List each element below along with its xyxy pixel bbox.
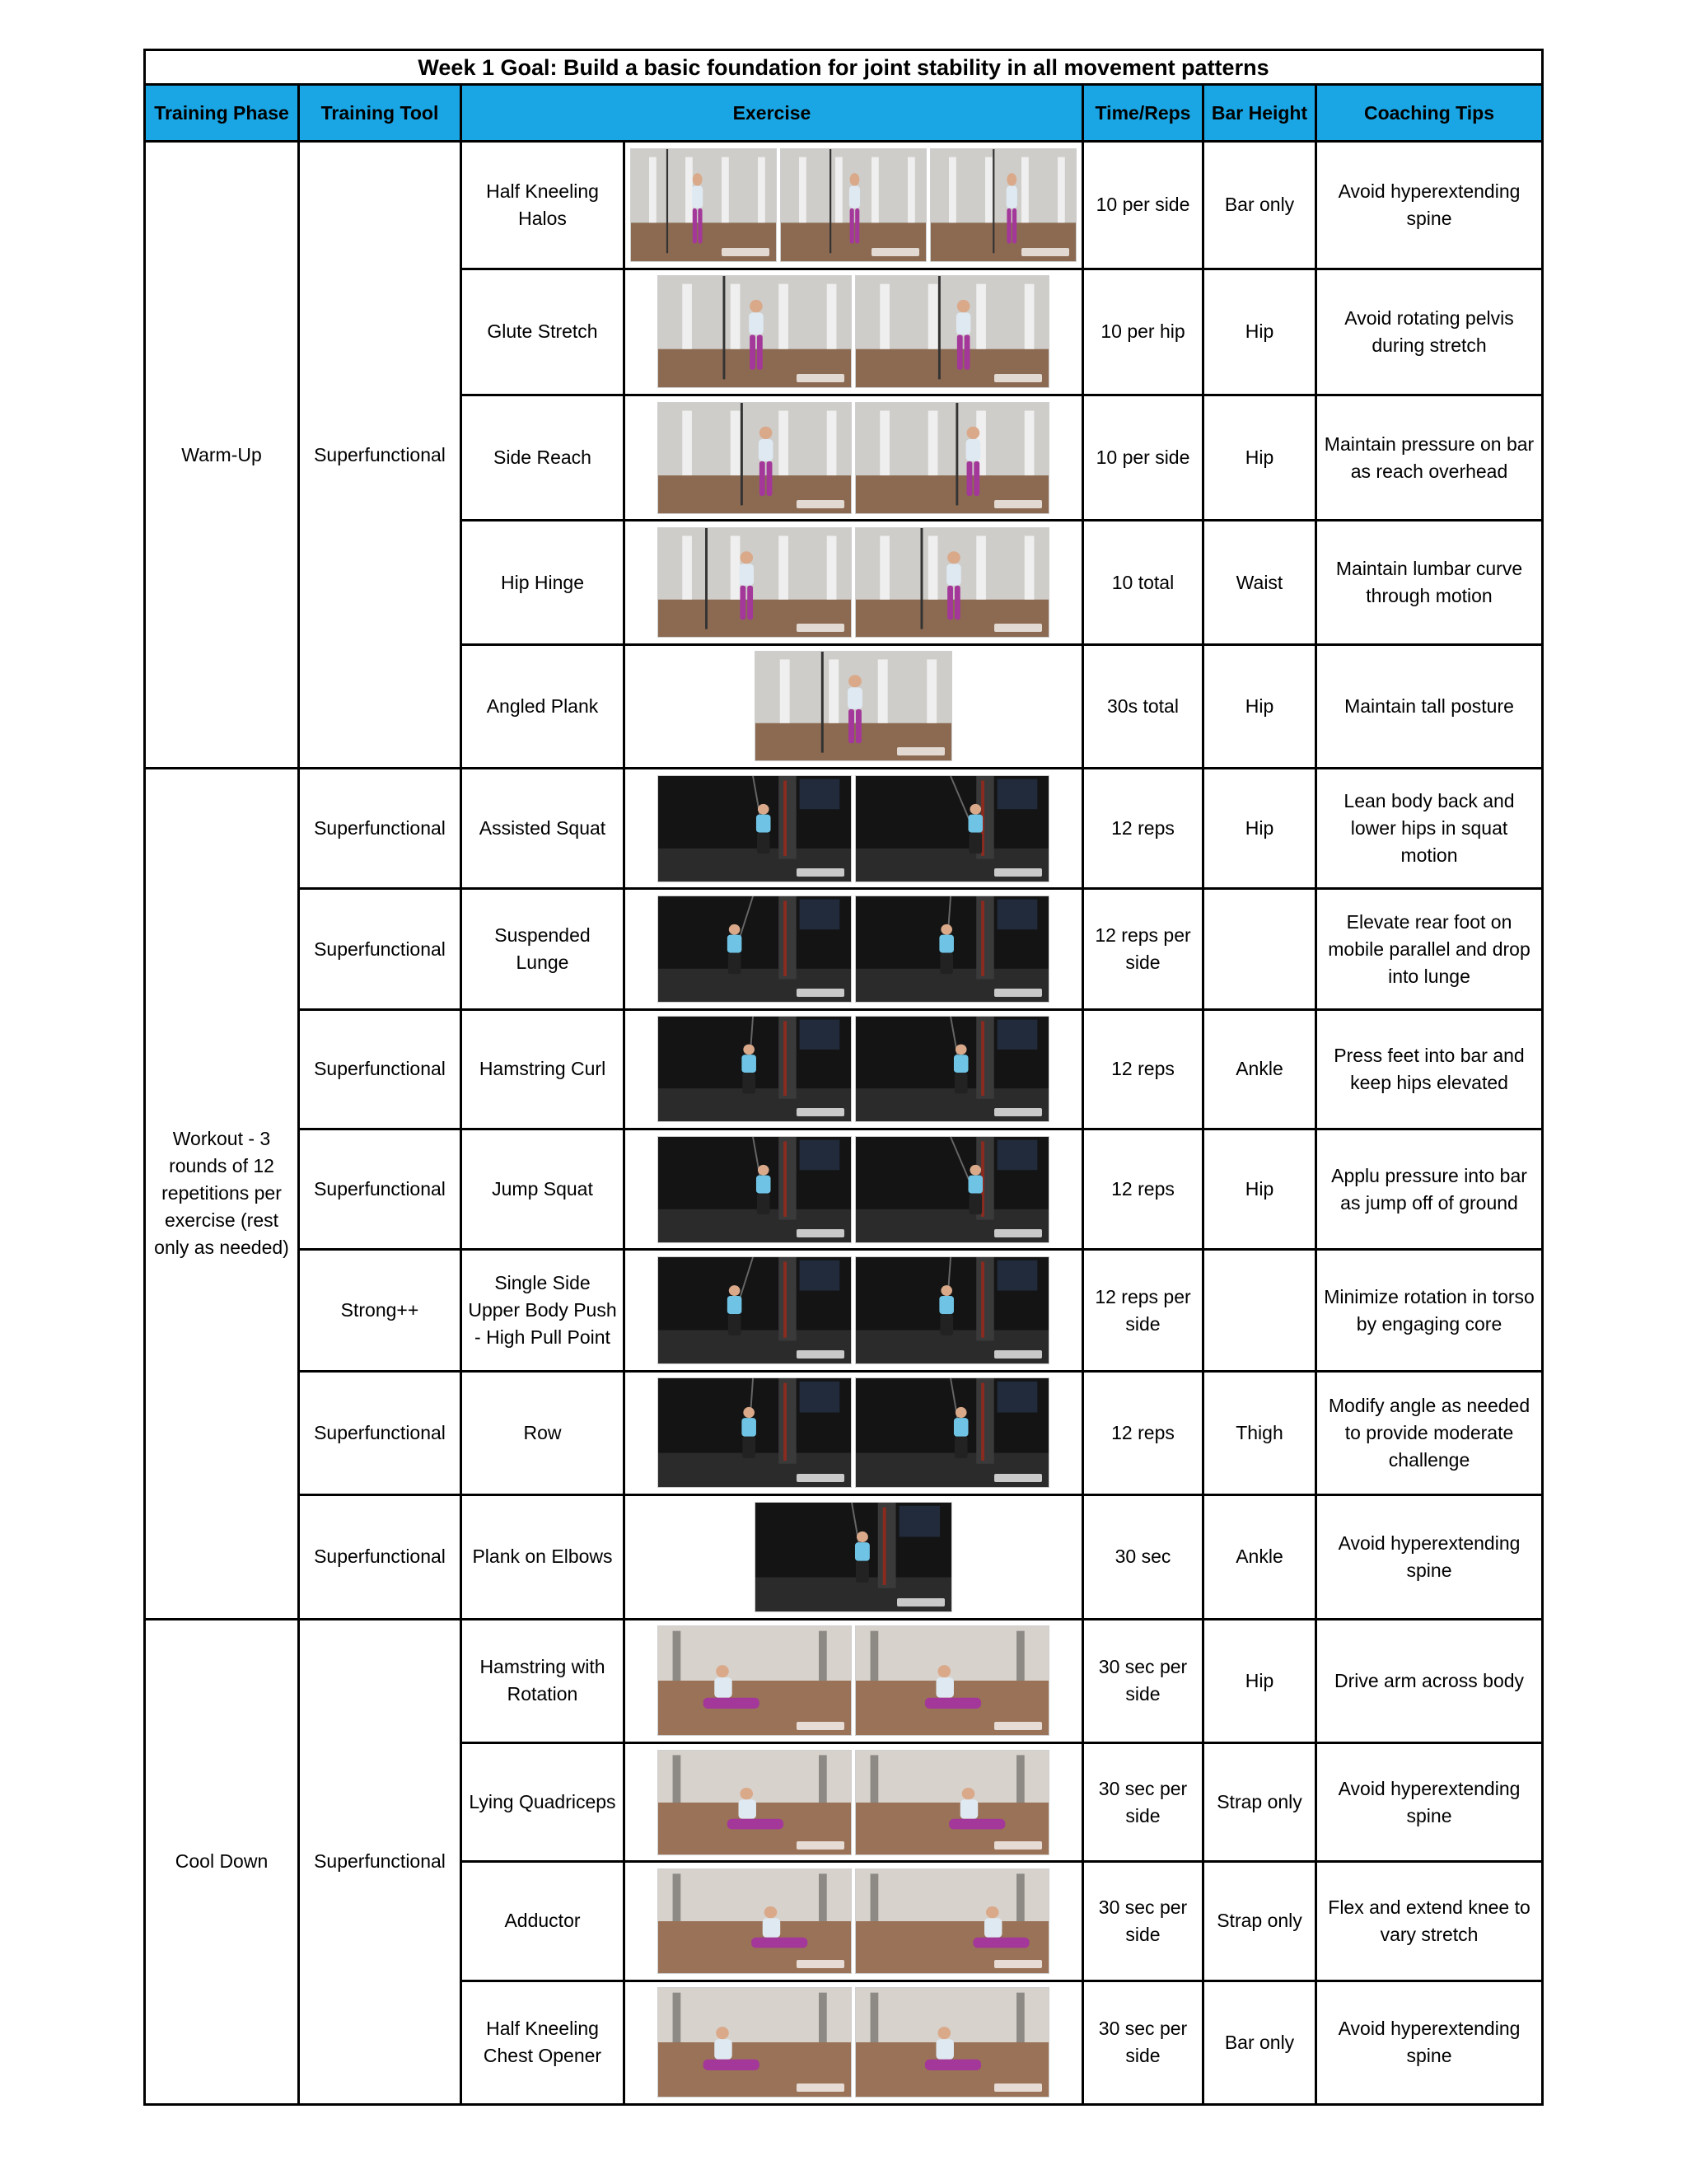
coaching-tip: Flex and extend knee to vary stretch	[1316, 1862, 1543, 1981]
table-row	[145, 1009, 1543, 1129]
exercise-photo	[657, 1256, 852, 1364]
exercise-photo	[657, 275, 852, 388]
watermark-logo	[722, 248, 769, 256]
exercise-photos	[624, 1129, 1083, 1250]
header-training-phase: Training Phase	[145, 85, 299, 142]
exercise-name: Row	[461, 1371, 624, 1494]
watermark-logo	[994, 1350, 1042, 1359]
photo-strip	[625, 890, 1082, 1008]
coaching-tip: Drive arm across body	[1316, 1619, 1543, 1742]
watermark-logo	[797, 1229, 844, 1237]
workout-table	[143, 49, 1544, 2106]
photo-strip	[625, 270, 1082, 394]
watermark-logo	[994, 500, 1042, 508]
header-exercise: Exercise	[461, 85, 1083, 142]
exercise-photos	[624, 889, 1083, 1009]
watermark-logo	[797, 1350, 844, 1359]
bar-height: Hip	[1203, 769, 1316, 889]
exercise-name: Assisted Squat	[461, 769, 624, 889]
table-row	[145, 769, 1543, 889]
photo-strip	[625, 1130, 1082, 1248]
photo-strip	[625, 1373, 1082, 1494]
photo-strip	[625, 1011, 1082, 1128]
tool-cell: Superfunctional	[299, 1009, 461, 1129]
watermark-logo	[1021, 248, 1069, 256]
table-body	[145, 142, 1543, 2105]
time-reps: 10 per side	[1083, 395, 1203, 520]
watermark-logo	[994, 868, 1042, 877]
time-reps: 10 per hip	[1083, 269, 1203, 395]
photo-strip	[625, 1251, 1082, 1369]
exercise-name: Lying Quadriceps	[461, 1742, 624, 1861]
exercise-photos	[624, 769, 1083, 889]
bar-height: Bar only	[1203, 1981, 1316, 2104]
tool-cell: Superfunctional	[299, 889, 461, 1009]
exercise-photo	[657, 402, 852, 514]
coaching-tip: Avoid hyperextending spine	[1316, 1495, 1543, 1619]
exercise-photos	[624, 1495, 1083, 1619]
coaching-tip: Minimize rotation in torso by engaging core	[1316, 1250, 1543, 1371]
watermark-logo	[994, 1960, 1042, 1968]
coaching-tip: Avoid hyperextending spine	[1316, 142, 1543, 269]
watermark-logo	[797, 989, 844, 997]
exercise-photo	[855, 1016, 1049, 1122]
bar-height: Strap only	[1203, 1742, 1316, 1861]
exercise-photo	[755, 651, 952, 761]
exercise-name: Glute Stretch	[461, 269, 624, 395]
watermark-logo	[797, 624, 844, 632]
exercise-photos	[624, 269, 1083, 395]
photo-strip	[625, 646, 1082, 767]
tool-cell: Superfunctional	[299, 1619, 461, 2105]
exercise-photo	[657, 775, 852, 882]
photo-strip	[625, 1982, 1082, 2103]
tool-cell: Strong++	[299, 1250, 461, 1371]
bar-height: Hip	[1203, 644, 1316, 768]
time-reps: 30 sec	[1083, 1495, 1203, 1619]
exercise-photos	[624, 395, 1083, 520]
bar-height: Hip	[1203, 395, 1316, 520]
time-reps: 30 sec per side	[1083, 1862, 1203, 1981]
exercise-photo	[855, 1750, 1049, 1855]
time-reps: 12 reps	[1083, 1371, 1203, 1494]
watermark-logo	[994, 1722, 1042, 1730]
exercise-photo	[855, 1136, 1049, 1243]
exercise-name: Angled Plank	[461, 644, 624, 768]
exercise-name: Hamstring with Rotation	[461, 1619, 624, 1742]
exercise-name: Hip Hinge	[461, 521, 624, 644]
bar-height: Hip	[1203, 1129, 1316, 1250]
watermark-logo	[897, 1598, 945, 1606]
exercise-photos	[624, 1619, 1083, 1742]
watermark-logo	[994, 1841, 1042, 1850]
exercise-photos	[624, 644, 1083, 768]
photo-strip	[625, 143, 1082, 267]
coaching-tip: Applu pressure into bar as jump off of ground	[1316, 1129, 1543, 1250]
table-row	[145, 1129, 1543, 1250]
photo-strip	[625, 1863, 1082, 1979]
time-reps: 10 per side	[1083, 142, 1203, 269]
watermark-logo	[994, 1229, 1042, 1237]
watermark-logo	[797, 2083, 844, 2092]
photo-strip	[625, 396, 1082, 519]
tool-cell: Superfunctional	[299, 1371, 461, 1494]
watermark-logo	[797, 1722, 844, 1730]
bar-height	[1203, 1250, 1316, 1371]
exercise-photo	[855, 1256, 1049, 1364]
watermark-logo	[797, 1960, 844, 1968]
coaching-tip: Press feet into bar and keep hips elevated	[1316, 1009, 1543, 1129]
time-reps: 12 reps	[1083, 1009, 1203, 1129]
photo-strip	[625, 1744, 1082, 1860]
exercise-photo	[855, 275, 1049, 388]
watermark-logo	[994, 1474, 1042, 1482]
exercise-name: Adductor	[461, 1862, 624, 1981]
time-reps: 30 sec per side	[1083, 1981, 1203, 2104]
exercise-photo	[657, 1136, 852, 1243]
tool-cell: Superfunctional	[299, 142, 461, 769]
watermark-logo	[994, 989, 1042, 997]
photo-strip	[625, 1496, 1082, 1617]
exercise-photo	[855, 402, 1049, 514]
exercise-photos	[624, 521, 1083, 644]
table-row	[145, 1250, 1543, 1371]
exercise-photo	[657, 1750, 852, 1855]
exercise-photo	[855, 1377, 1049, 1488]
watermark-logo	[797, 1841, 844, 1850]
bar-height: Ankle	[1203, 1009, 1316, 1129]
exercise-photo	[755, 1502, 952, 1612]
exercise-photo	[657, 527, 852, 638]
phase-warm-up: Warm-Up	[145, 142, 299, 769]
bar-height: Ankle	[1203, 1495, 1316, 1619]
bar-height: Bar only	[1203, 142, 1316, 269]
exercise-photo	[657, 896, 852, 1003]
time-reps: 30s total	[1083, 644, 1203, 768]
bar-height: Hip	[1203, 1619, 1316, 1742]
time-reps: 12 reps per side	[1083, 1250, 1203, 1371]
exercise-photos	[624, 1742, 1083, 1861]
exercise-photo	[855, 896, 1049, 1003]
table-row	[145, 1371, 1543, 1494]
phase-workout: Workout - 3 rounds of 12 repetitions per exercise (rest only as needed)	[145, 769, 299, 1619]
exercise-name: Side Reach	[461, 395, 624, 520]
exercise-photos	[624, 1371, 1083, 1494]
header-training-tool: Training Tool	[299, 85, 461, 142]
exercise-photo	[657, 1377, 852, 1488]
coaching-tip: Avoid hyperextending spine	[1316, 1981, 1543, 2104]
exercise-photo	[630, 148, 777, 262]
exercise-photo	[657, 1987, 852, 2097]
time-reps: 12 reps	[1083, 769, 1203, 889]
header-row	[145, 85, 1543, 142]
bar-height	[1203, 889, 1316, 1009]
exercise-photo	[930, 148, 1077, 262]
watermark-logo	[797, 1474, 844, 1482]
exercise-photo	[855, 1987, 1049, 2097]
tool-cell: Superfunctional	[299, 769, 461, 889]
exercise-photo	[657, 1016, 852, 1122]
exercise-photo	[855, 775, 1049, 882]
bar-height: Strap only	[1203, 1862, 1316, 1981]
exercise-photos	[624, 1009, 1083, 1129]
phase-cool-down: Cool Down	[145, 1619, 299, 2105]
exercise-name: Hamstring Curl	[461, 1009, 624, 1129]
bar-height: Thigh	[1203, 1371, 1316, 1494]
time-reps: 12 reps	[1083, 1129, 1203, 1250]
photo-strip	[625, 1620, 1082, 1742]
time-reps: 12 reps per side	[1083, 889, 1203, 1009]
coaching-tip: Avoid hyperextending spine	[1316, 1742, 1543, 1861]
exercise-photo	[855, 1868, 1049, 1974]
exercise-photo	[855, 527, 1049, 638]
watermark-logo	[994, 1108, 1042, 1116]
exercise-photo	[657, 1625, 852, 1736]
bar-height: Hip	[1203, 269, 1316, 395]
exercise-name: Plank on Elbows	[461, 1495, 624, 1619]
coaching-tip: Lean body back and lower hips in squat motion	[1316, 769, 1543, 889]
header-bar-height: Bar Height	[1203, 85, 1316, 142]
watermark-logo	[797, 500, 844, 508]
watermark-logo	[994, 2083, 1042, 2092]
tool-cell: Superfunctional	[299, 1129, 461, 1250]
tool-cell: Superfunctional	[299, 1495, 461, 1619]
watermark-logo	[994, 374, 1042, 382]
exercise-photo	[657, 1868, 852, 1974]
table-row	[145, 142, 1543, 269]
time-reps: 30 sec per side	[1083, 1742, 1203, 1861]
photo-strip	[625, 769, 1082, 887]
photo-strip	[625, 521, 1082, 643]
coaching-tip: Maintain pressure on bar as reach overhead	[1316, 395, 1543, 520]
watermark-logo	[872, 248, 919, 256]
table-title: Week 1 Goal: Build a basic foundation for joint stability in all movement patterns	[145, 50, 1543, 85]
table-row	[145, 889, 1543, 1009]
exercise-name: Half Kneeling Halos	[461, 142, 624, 269]
exercise-photo	[855, 1625, 1049, 1736]
exercise-photos	[624, 1250, 1083, 1371]
watermark-logo	[797, 868, 844, 877]
exercise-name: Half Kneeling Chest Opener	[461, 1981, 624, 2104]
header-time-reps: Time/Reps	[1083, 85, 1203, 142]
watermark-logo	[797, 374, 844, 382]
coaching-tip: Modify angle as needed to provide moderate challenge	[1316, 1371, 1543, 1494]
time-reps: 10 total	[1083, 521, 1203, 644]
header-coaching-tips: Coaching Tips	[1316, 85, 1543, 142]
time-reps: 30 sec per side	[1083, 1619, 1203, 1742]
exercise-photos	[624, 142, 1083, 269]
exercise-photos	[624, 1862, 1083, 1981]
exercise-photo	[780, 148, 927, 262]
exercise-name: Jump Squat	[461, 1129, 624, 1250]
exercise-name: Suspended Lunge	[461, 889, 624, 1009]
exercise-name: Single Side Upper Body Push - High Pull Point	[461, 1250, 624, 1371]
coaching-tip: Elevate rear foot on mobile parallel and drop into lunge	[1316, 889, 1543, 1009]
exercise-photos	[624, 1981, 1083, 2104]
bar-height: Waist	[1203, 521, 1316, 644]
watermark-logo	[897, 747, 945, 755]
table-row	[145, 1619, 1543, 1742]
coaching-tip: Maintain tall posture	[1316, 644, 1543, 768]
coaching-tip: Avoid rotating pelvis during stretch	[1316, 269, 1543, 395]
coaching-tip: Maintain lumbar curve through motion	[1316, 521, 1543, 644]
watermark-logo	[797, 1108, 844, 1116]
table-row	[145, 1495, 1543, 1619]
watermark-logo	[994, 624, 1042, 632]
